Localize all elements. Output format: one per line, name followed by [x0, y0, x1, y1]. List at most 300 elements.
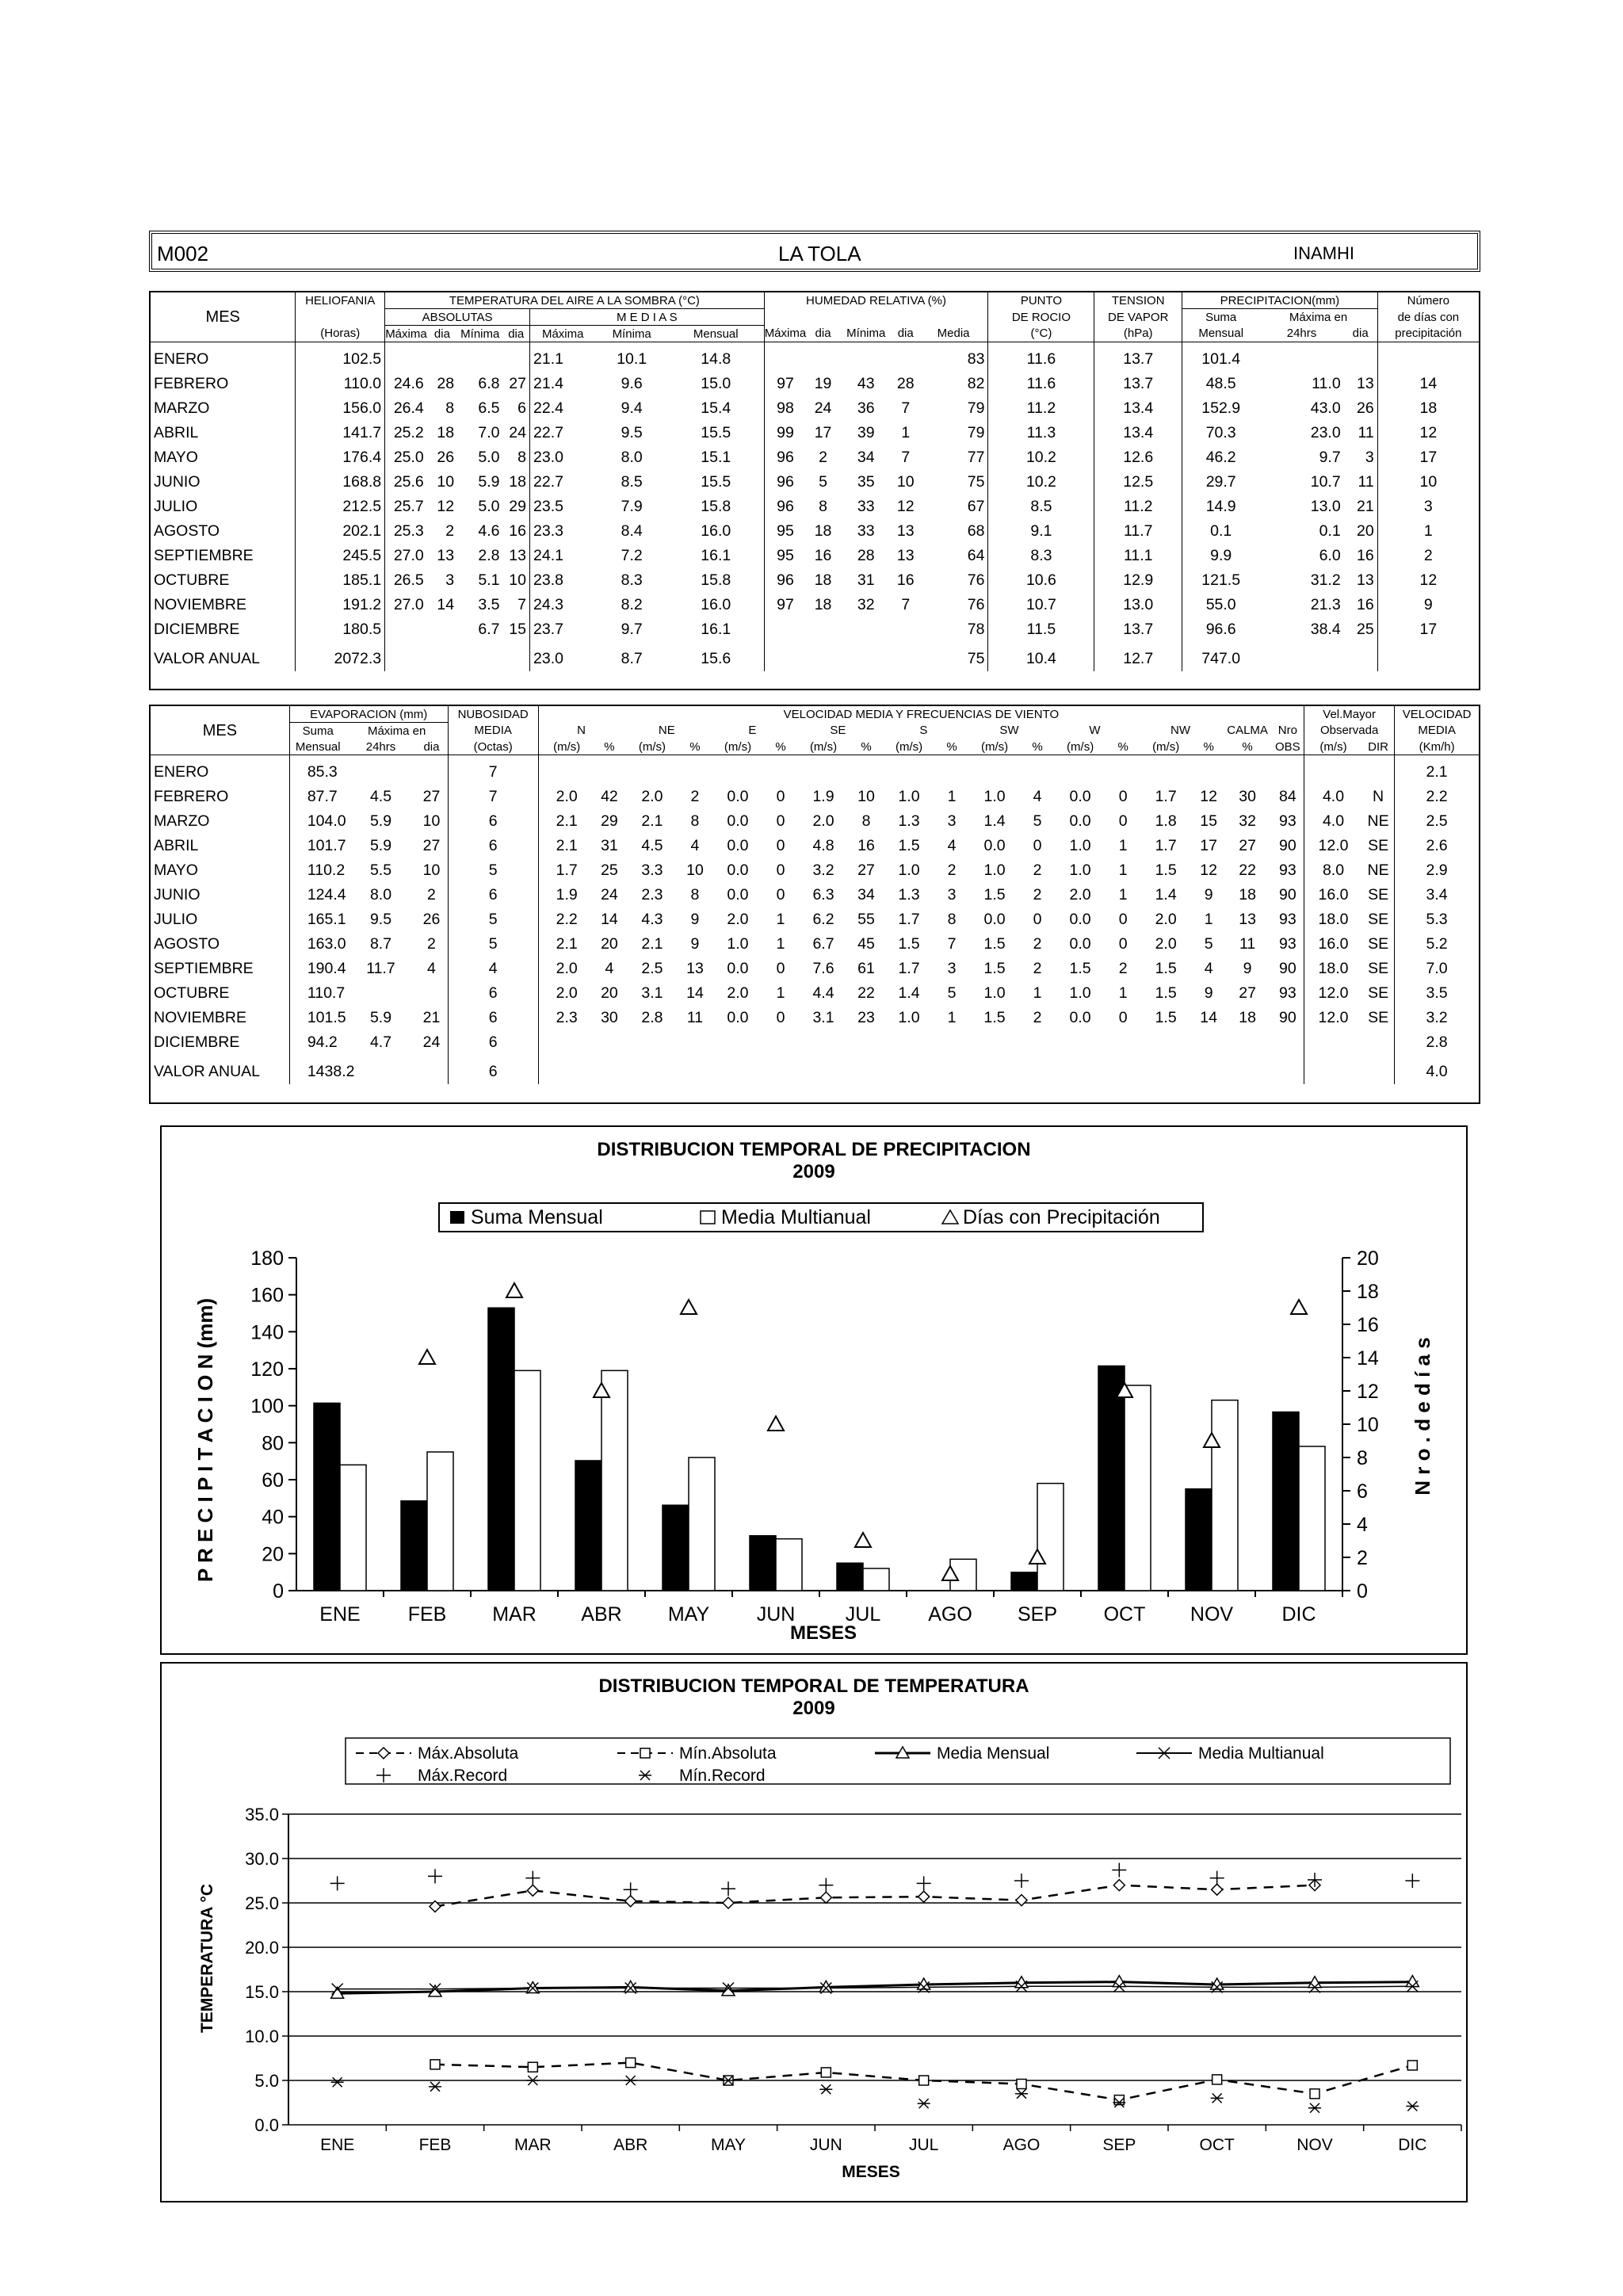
cell: 4.0	[1304, 785, 1362, 809]
y2-tick-label: 6	[1357, 1480, 1368, 1503]
cell: 24	[814, 399, 832, 417]
cell: 33	[857, 521, 875, 540]
cell: NOVIEMBRE	[154, 1008, 247, 1026]
cell: 104.0	[289, 809, 346, 834]
h-abs: ABSOLUTAS	[385, 309, 530, 326]
cell	[538, 1060, 594, 1084]
cell: 152.9	[1182, 396, 1260, 421]
cell	[502, 347, 529, 372]
marker-min-record	[624, 2076, 637, 2085]
cell	[966, 760, 1022, 785]
cell: 0	[776, 885, 785, 904]
x-tick-label: ENE	[320, 2136, 355, 2154]
h-pct: %	[1109, 739, 1138, 755]
marker-min-record	[1211, 2093, 1224, 2103]
cell: 28	[437, 374, 455, 392]
h-rocio: DE ROCIO	[988, 309, 1094, 326]
cell: 26	[437, 448, 455, 466]
cell: 4	[947, 836, 957, 854]
cell: 24	[422, 1033, 441, 1051]
cell: 9.5	[369, 910, 392, 928]
marker-max-record	[1210, 1871, 1224, 1885]
cell: 1.8	[1155, 812, 1177, 830]
cell: 15.1	[701, 448, 731, 466]
table-row	[151, 347, 1479, 372]
cell: 2.2	[538, 907, 594, 932]
cell: FEBRERO	[154, 374, 229, 392]
y-tick-label: 0	[273, 1580, 284, 1603]
cell: 9	[1204, 885, 1213, 904]
cell: 10.1	[617, 350, 647, 368]
cell: 2.8	[478, 546, 500, 564]
cell: 11.3	[988, 421, 1094, 445]
cell: 29.7	[1182, 470, 1260, 495]
cell	[1137, 1060, 1193, 1084]
cell: JUNIO	[154, 472, 200, 491]
bar-suma-mensual	[663, 1505, 689, 1591]
cell: 21	[422, 1008, 441, 1026]
h-evap: EVAPORACION (mm)	[289, 706, 448, 723]
cell: 94.2	[289, 1030, 346, 1055]
h-dir-s: S	[919, 724, 928, 738]
cell	[892, 617, 919, 642]
cell: 102.5	[296, 347, 385, 372]
marker-dias-precipitacion	[768, 1416, 784, 1431]
h-temp: TEMPERATURA DEL AIRE A LA SOMBRA (°C)	[385, 292, 765, 309]
marker-max-record	[721, 1881, 735, 1896]
cell: 30	[601, 1008, 618, 1026]
cell: 5	[947, 984, 957, 1002]
cell: 33	[857, 497, 875, 515]
h-pct: %	[938, 739, 967, 755]
cell: 7	[947, 934, 957, 953]
cell: 17	[1200, 836, 1217, 854]
cell: 16	[857, 836, 875, 854]
cell: 1.3	[898, 885, 920, 904]
cell: 2.1	[1395, 760, 1479, 785]
h-ms: (m/s)	[538, 739, 594, 755]
cell	[385, 347, 427, 372]
cell	[1259, 347, 1343, 372]
cell: 1	[947, 1008, 957, 1026]
cell	[1344, 647, 1378, 671]
cell: 7	[901, 399, 911, 417]
cell: 9.1	[988, 519, 1094, 544]
cell: 1.7	[898, 910, 920, 928]
cell: 31.2	[1310, 571, 1341, 589]
cell: 79	[967, 399, 985, 417]
cell: 6	[517, 399, 526, 417]
cell: 27	[857, 861, 875, 879]
cell: 23.0	[530, 445, 596, 470]
cell: 23.3	[530, 519, 596, 544]
cell: 1.5	[898, 934, 920, 953]
cell: 25.0	[385, 445, 427, 470]
cell: 8	[690, 812, 700, 830]
cell: 13.0	[1310, 497, 1341, 515]
y-axis-label-2: TEMPERATURA °C	[198, 1883, 216, 2034]
cell: 12.0	[1304, 834, 1362, 858]
cell: 27.0	[385, 544, 427, 568]
cell: 11.2	[988, 396, 1094, 421]
h-pct: %	[681, 739, 710, 755]
cell: 10	[422, 861, 441, 879]
bar-media-multianual	[863, 1568, 889, 1591]
cell: 8.0	[1304, 858, 1362, 883]
y2-tick-label: 10	[1357, 1414, 1379, 1436]
marker-min-record	[1015, 2089, 1028, 2099]
cell: 22.4	[530, 396, 596, 421]
cell: 20	[601, 984, 618, 1002]
cell: 5.3	[1395, 907, 1479, 932]
cell: 13	[1357, 571, 1374, 589]
h-pct: %	[766, 739, 796, 755]
cell: 15.0	[701, 374, 731, 392]
cell: 110.0	[296, 372, 385, 396]
cell: 14.8	[701, 350, 731, 368]
cell: 0.0	[727, 861, 749, 879]
cell: 1.5	[983, 934, 1006, 953]
cell: 11.6	[988, 372, 1094, 396]
table-row	[151, 1030, 1479, 1055]
h-suma-2: Suma	[289, 723, 346, 739]
h-mes: MES	[205, 308, 240, 326]
cell: 6	[448, 981, 538, 1006]
cell: 11.1	[1094, 544, 1182, 568]
bar-media-multianual	[689, 1457, 715, 1591]
h-tension: TENSION	[1094, 292, 1182, 309]
cell: 14.9	[1182, 495, 1260, 519]
cell	[806, 617, 840, 642]
cell: 212.5	[296, 495, 385, 519]
cell: 16	[896, 571, 915, 589]
cell: 8.3	[621, 571, 643, 589]
cell: 18	[814, 595, 832, 613]
cell	[1194, 1030, 1224, 1055]
cell: 90	[1279, 836, 1296, 854]
bar-suma-mensual	[401, 1501, 427, 1591]
cell	[1194, 760, 1224, 785]
cell: 30	[1239, 787, 1256, 805]
h-hmax: Máxima	[764, 326, 806, 342]
h-helio: HELIOFANIA	[296, 292, 385, 309]
h-dir-ne: NE	[658, 724, 675, 738]
cell: 93	[1279, 934, 1296, 953]
cell: 2.0	[538, 957, 594, 981]
cell	[1224, 1060, 1272, 1084]
h-dia-2: dia	[502, 326, 529, 342]
cell: 24	[509, 423, 526, 441]
cell: 23.0	[530, 647, 596, 671]
cell: 1	[1118, 836, 1128, 854]
cell: 38.4	[1310, 620, 1341, 638]
cell: 0	[776, 836, 785, 854]
table-row	[151, 544, 1479, 568]
legend-label: Días con Precipitación	[963, 1206, 1160, 1228]
marker-dias-precipitacion	[681, 1300, 697, 1314]
table-row	[151, 593, 1479, 617]
cell: 45	[857, 934, 875, 953]
cell: 3.1	[641, 984, 663, 1002]
annual-row	[151, 647, 1479, 671]
cell: 7.0	[478, 423, 500, 441]
cell: 0.0	[727, 836, 749, 854]
cell	[427, 647, 457, 671]
y-tick-label: 120	[250, 1358, 284, 1381]
temperature-chart	[162, 1664, 1466, 2201]
cell: 1.0	[983, 787, 1006, 805]
table-row	[151, 568, 1479, 593]
h-vapor: DE VAPOR	[1094, 309, 1182, 326]
bar-suma-mensual	[1273, 1412, 1299, 1591]
cell	[1272, 1060, 1304, 1084]
cell: 3.4	[1395, 883, 1479, 907]
cell: 18	[1239, 1008, 1256, 1026]
marker-min-record	[1308, 2103, 1321, 2113]
cell: 3.5	[1395, 981, 1479, 1006]
h-obs: OBS	[1272, 739, 1304, 755]
h-observada: Observada	[1304, 723, 1395, 739]
cell: 1.7	[1155, 787, 1177, 805]
cell: 4	[427, 959, 436, 977]
y2-axis-label: N r o . d e d í a s	[1411, 1337, 1434, 1496]
marker-min-record	[429, 2082, 441, 2092]
marker-max-absoluta	[723, 1897, 734, 1908]
cell: 24.1	[530, 544, 596, 568]
cell: 2.1	[641, 934, 663, 953]
cell: 110.7	[289, 981, 346, 1006]
bar-suma-mensual	[1011, 1572, 1037, 1591]
cell: 7.6	[812, 959, 834, 977]
cell: 6	[448, 1060, 538, 1084]
cell	[538, 1030, 594, 1055]
h-hdia2: dia	[892, 326, 919, 342]
cell: 1.5	[983, 959, 1006, 977]
cell: MAYO	[154, 861, 198, 879]
cell	[385, 647, 427, 671]
cell: 3.3	[641, 861, 663, 879]
cell: 10.2	[988, 470, 1094, 495]
cell: 1.5	[1155, 861, 1177, 879]
bar-media-multianual	[1299, 1446, 1325, 1591]
cell: 2.0	[641, 787, 663, 805]
cell: 96	[764, 568, 806, 593]
table-row	[151, 834, 1479, 858]
cell	[709, 1030, 766, 1055]
cell: 35	[857, 472, 875, 491]
bar-media-multianual	[776, 1539, 802, 1591]
cell	[1304, 1060, 1362, 1084]
cell: 1.5	[983, 885, 1006, 904]
cell: 46.2	[1182, 445, 1260, 470]
marker-min-absoluta	[528, 2062, 537, 2072]
cell: 5	[819, 472, 827, 491]
h-velmayor: Vel.Mayor	[1304, 706, 1395, 723]
cell: 22	[1239, 861, 1256, 879]
y-tick-label: 15.0	[245, 1982, 279, 2002]
cell	[1052, 760, 1108, 785]
cell: 13	[896, 521, 915, 540]
climate-table-1	[149, 291, 1480, 690]
cell: 8.7	[369, 934, 392, 953]
cell	[709, 1060, 766, 1084]
h-pct: %	[1023, 739, 1052, 755]
cell: 2.0	[538, 981, 594, 1006]
h-ms: (m/s)	[880, 739, 937, 755]
cell: ENERO	[154, 762, 209, 781]
cell: 10.6	[988, 568, 1094, 593]
cell: 17	[1377, 617, 1479, 642]
cell: 180.5	[296, 617, 385, 642]
marker-min-absoluta	[430, 2060, 440, 2069]
y2-tick-label: 8	[1357, 1447, 1368, 1469]
y2-tick-label: 20	[1357, 1247, 1379, 1270]
cell: 6.7	[812, 934, 834, 953]
cell: 9	[690, 910, 700, 928]
marker-max-record	[1014, 1874, 1029, 1888]
cell: 6	[448, 834, 538, 858]
marker-dias-precipitacion	[855, 1533, 871, 1547]
cell: 1	[1377, 519, 1479, 544]
cell: 6.2	[812, 910, 834, 928]
table-row	[151, 519, 1479, 544]
cell	[764, 347, 806, 372]
cell: 16.0	[1304, 932, 1362, 957]
table-row	[151, 809, 1479, 834]
cell: 15.5	[701, 423, 731, 441]
cell: 93	[1279, 861, 1296, 879]
cell: 27	[422, 787, 441, 805]
cell: 0	[776, 861, 785, 879]
cell	[595, 1030, 624, 1055]
y-tick-label: 100	[250, 1395, 284, 1418]
cell: 4	[605, 959, 614, 977]
cell	[415, 1060, 448, 1084]
cell: 48.5	[1182, 372, 1260, 396]
cell: 12.0	[1304, 981, 1362, 1006]
cell	[795, 1030, 851, 1055]
cell: 121.5	[1182, 568, 1260, 593]
cell: 22.7	[530, 421, 596, 445]
h-c: (°C)	[988, 326, 1094, 342]
legend	[439, 1203, 1203, 1232]
cell: 4	[448, 957, 538, 981]
cell: 43.0	[1310, 399, 1341, 417]
cell: 1	[776, 910, 785, 928]
h-nro: Nro	[1277, 724, 1297, 738]
cell: 9.5	[621, 423, 643, 441]
x-tick-label: SEP	[1017, 1603, 1058, 1626]
cell: 31	[857, 571, 875, 589]
x-tick-label: JUN	[756, 1603, 796, 1626]
table-row	[151, 421, 1479, 445]
cell: 27	[1239, 984, 1256, 1002]
cell	[1272, 760, 1304, 785]
cell	[595, 760, 624, 785]
institution-name: INAMHI	[1293, 243, 1354, 263]
cell: 0.0	[727, 812, 749, 830]
cell: 2	[1377, 544, 1479, 568]
cell: 2.8	[641, 1008, 663, 1026]
cell: 8.3	[988, 544, 1094, 568]
climate-table-2	[149, 705, 1480, 1104]
cell: 5.9	[369, 1008, 392, 1026]
cell: 5	[1033, 812, 1042, 830]
cell: DICIEMBRE	[154, 620, 240, 638]
cell	[806, 347, 840, 372]
cell: 0.0	[1069, 934, 1091, 953]
cell	[880, 1060, 937, 1084]
cell	[766, 1030, 796, 1055]
legend-label: Media Multianual	[1198, 1744, 1324, 1763]
table-row	[151, 907, 1479, 932]
h-vmedia: MEDIA	[1395, 723, 1479, 739]
cell: SE	[1368, 885, 1389, 904]
cell: 25.3	[385, 519, 427, 544]
y-tick-label: 140	[250, 1321, 284, 1344]
y2-tick-label: 4	[1357, 1514, 1368, 1536]
cell	[880, 760, 937, 785]
cell: SE	[1368, 836, 1389, 854]
cell: 2.8	[1395, 1030, 1479, 1055]
cell: 0	[776, 787, 785, 805]
cell: 16	[1357, 595, 1374, 613]
marker-max-absoluta	[1113, 1880, 1125, 1891]
cell: 2.1	[538, 809, 594, 834]
cell	[1109, 1060, 1138, 1084]
cell: 5.9	[369, 836, 392, 854]
cell: 55.0	[1182, 593, 1260, 617]
x-tick-label: DIC	[1281, 1603, 1316, 1626]
cell: 17	[814, 423, 832, 441]
cell: 1.5	[983, 1008, 1006, 1026]
cell: 11.7	[366, 959, 395, 977]
cell: 0.0	[727, 885, 749, 904]
table-row	[151, 858, 1479, 883]
bar-media-multianual	[1037, 1484, 1064, 1591]
cell	[457, 347, 502, 372]
cell: 0.0	[1069, 910, 1091, 928]
marker-max-record	[428, 1869, 442, 1883]
table-row	[151, 617, 1479, 642]
cell: 2.9	[1395, 858, 1479, 883]
cell: 7	[901, 448, 911, 466]
cell: 7	[448, 785, 538, 809]
h-nub: NUBOSIDAD	[448, 706, 538, 723]
h-dir: DIR	[1362, 739, 1395, 755]
cell: 12	[896, 497, 915, 515]
cell: MAYO	[154, 448, 198, 466]
h-ms: (m/s)	[1052, 739, 1108, 755]
cell	[1224, 760, 1272, 785]
cell: 13.7	[1094, 372, 1182, 396]
h-kmh: (Km/h)	[1395, 739, 1479, 755]
cell: 13	[686, 959, 704, 977]
h-hmed: Media	[919, 326, 988, 342]
x-tick-label: MAY	[667, 1603, 710, 1626]
y2-tick-label: 18	[1357, 1281, 1379, 1303]
y-tick-label: 20	[262, 1543, 284, 1566]
bar-media-multianual	[514, 1370, 540, 1591]
marker-min-record	[1406, 2101, 1419, 2111]
cell: 24.6	[385, 372, 427, 396]
cell	[385, 617, 427, 642]
cell: 2	[1033, 1008, 1042, 1026]
cell: 5.2	[1395, 932, 1479, 957]
cell: 0.0	[727, 959, 749, 977]
cell: 25.7	[385, 495, 427, 519]
cell: JULIO	[154, 497, 198, 515]
